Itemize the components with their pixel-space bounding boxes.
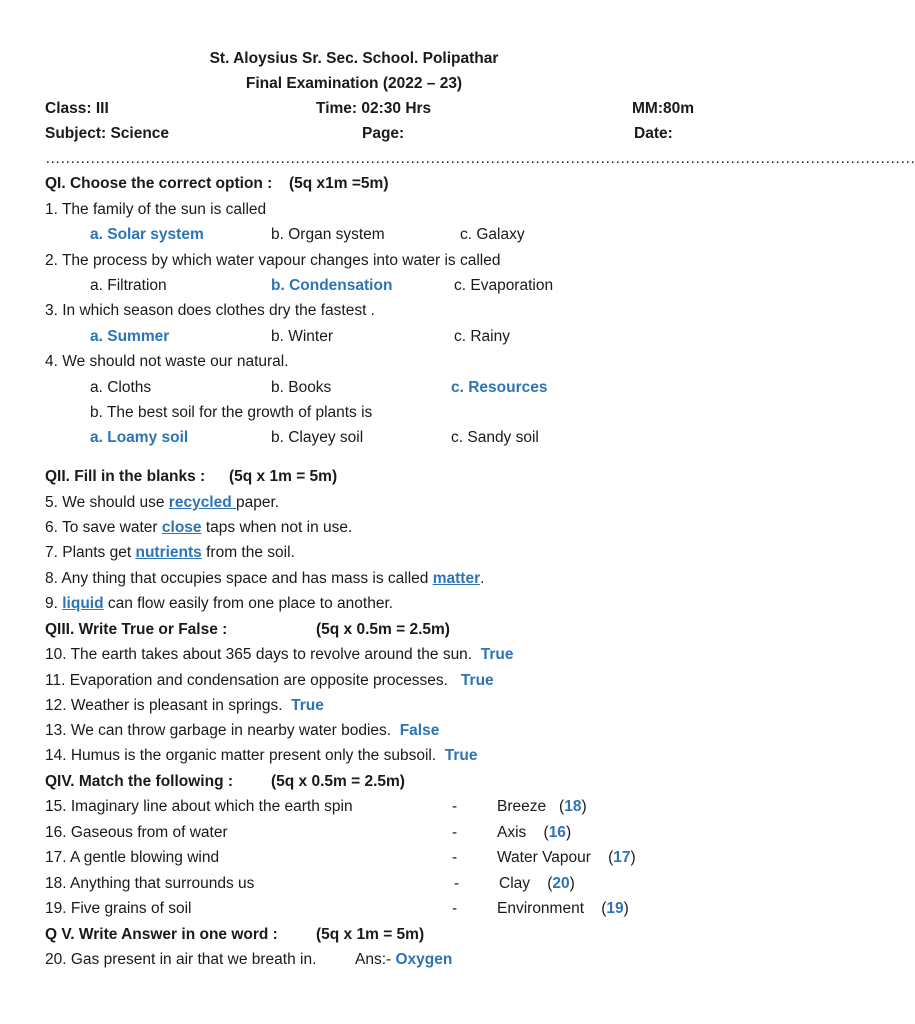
q4-marks: (5q x 0.5m = 2.5m) <box>271 773 405 790</box>
true-false-question: 10. The earth takes about 365 days to revolve around the sun. <box>45 646 473 663</box>
true-false-answer: True <box>444 747 478 764</box>
mcq-option-c: c. Evaporation <box>454 277 554 294</box>
answer-label: Ans:- <box>355 951 392 968</box>
fill-blank-text: can flow easily from one place to another. <box>103 595 394 612</box>
true-false-item <box>45 697 324 715</box>
fill-blank-answer: nutrients <box>135 544 202 561</box>
one-word-answer <box>355 951 452 969</box>
mcq-option-c: c. Sandy soil <box>451 429 539 446</box>
fill-blank-text: 9. <box>45 595 63 612</box>
true-false-question: 12. Weather is pleasant in springs. <box>45 697 283 714</box>
match-term-text: Environment <box>497 900 585 917</box>
q5-title: Q V. Write Answer in one word : <box>45 926 278 943</box>
true-false-answer: True <box>460 672 494 689</box>
fill-blank-text: taps when not in use. <box>201 519 353 536</box>
mcq-option-b: b. Clayey soil <box>271 429 364 446</box>
match-dash: - <box>452 824 458 841</box>
match-term: Breeze (18) <box>497 798 587 815</box>
match-number: 16 <box>548 824 566 841</box>
fill-blank-text: . <box>480 570 485 587</box>
match-question: 18. Anything that surrounds us <box>45 875 255 892</box>
q3-title: QIII. Write True or False : <box>45 621 228 638</box>
exam-title: Final Examination (2022 – 23) <box>245 75 463 92</box>
mcq-option-a: a. Cloths <box>90 379 152 396</box>
fill-blank-text: paper. <box>236 494 280 511</box>
match-term: Water Vapour (17) <box>497 849 636 866</box>
fill-blank-answer: recycled <box>168 494 237 511</box>
true-false-question: 13. We can throw garbage in nearby water bodies. <box>45 722 392 739</box>
time-label: Time: 02:30 Hrs <box>316 100 432 117</box>
mcq-question: 3. In which season does clothes dry the fastest . <box>45 302 375 319</box>
match-question: 19. Five grains of soil <box>45 900 192 917</box>
fill-blank-item <box>45 595 393 613</box>
q1-marks: (5q x1m =5m) <box>289 175 389 192</box>
match-term-text: Water Vapour <box>497 849 591 866</box>
max-marks-label: MM:80m <box>632 100 695 117</box>
date-label: Date: <box>634 125 673 142</box>
true-false-item <box>45 646 513 664</box>
true-false-answer: False <box>399 722 440 739</box>
answer-value: Oxygen <box>395 951 453 968</box>
mcq-option-c: c. Galaxy <box>460 226 525 243</box>
mcq-option-a: a. Filtration <box>90 277 167 294</box>
mcq-question: 1. The family of the sun is called <box>45 201 267 218</box>
true-false-question: 14. Humus is the organic matter present only the subsoil. <box>45 747 437 764</box>
fill-blank-answer: liquid <box>62 595 104 612</box>
fill-blank-answer: matter <box>432 570 481 587</box>
q5-marks: (5q x 1m = 5m) <box>316 926 425 943</box>
match-dash: - <box>452 849 458 866</box>
true-false-question: 11. Evaporation and condensation are opposite processes. <box>45 672 448 689</box>
class-label: Class: III <box>45 100 109 117</box>
subject-label: Subject: Science <box>45 125 170 142</box>
fill-blank-item <box>45 519 352 537</box>
one-word-question: 20. Gas present in air that we breath in. <box>45 951 317 968</box>
mcq-option-b: b. Winter <box>271 328 334 345</box>
mcq-question: b. The best soil for the growth of plants is <box>90 404 373 421</box>
match-term-text: Clay <box>499 875 531 892</box>
fill-blank-answer: close <box>161 519 202 536</box>
true-false-item <box>45 672 494 690</box>
fill-blank-item <box>45 570 484 588</box>
fill-blank-text: 6. To save water <box>45 519 162 536</box>
fill-blank-text: 7. Plants get <box>45 544 136 561</box>
match-term-text: Axis <box>497 824 527 841</box>
match-number: 17 <box>613 849 631 866</box>
true-false-item <box>45 747 478 765</box>
match-term: Environment (19) <box>497 900 629 917</box>
fill-blank-text: from the soil. <box>201 544 295 561</box>
q4-title: QIV. Match the following : <box>45 773 234 790</box>
fill-blank-item <box>45 544 295 562</box>
page-label: Page: <box>362 125 405 142</box>
mcq-option-b: b. Books <box>271 379 332 396</box>
q2-marks: (5q x 1m = 5m) <box>229 468 338 485</box>
match-dash: - <box>454 875 460 892</box>
match-number: 19 <box>606 900 624 917</box>
mcq-option-c: c. Resources <box>451 379 548 396</box>
match-number: 20 <box>552 875 570 892</box>
mcq-option-b: b. Condensation <box>271 277 393 294</box>
match-number: 18 <box>564 798 582 815</box>
fill-blank-text: 5. We should use <box>45 494 169 511</box>
mcq-question: 4. We should not waste our natural. <box>45 353 289 370</box>
match-dash: - <box>452 900 458 917</box>
school-name: St. Aloysius Sr. Sec. School. Polipathar <box>209 50 499 67</box>
mcq-option-a: a. Solar system <box>90 226 204 243</box>
match-term-text: Breeze <box>497 798 547 815</box>
match-dash: - <box>452 798 458 815</box>
match-question: 17. A gentle blowing wind <box>45 849 220 866</box>
q2-title: QII. Fill in the blanks : <box>45 468 206 485</box>
mcq-option-a: a. Summer <box>90 328 170 345</box>
mcq-option-c: c. Rainy <box>454 328 510 345</box>
q1-title: QI. Choose the correct option : <box>45 175 273 192</box>
fill-blank-text: 8. Any thing that occupies space and has mass is called <box>45 570 433 587</box>
match-question: 16. Gaseous from of water <box>45 824 228 841</box>
separator-line: ………………………………………………………………………………………………………………………………………………………… <box>45 150 915 167</box>
true-false-item <box>45 722 439 740</box>
match-term: Clay (20) <box>499 875 575 892</box>
fill-blank-item <box>45 494 279 512</box>
mcq-question: 2. The process by which water vapour changes into water is called <box>45 252 501 269</box>
true-false-answer: True <box>291 697 324 714</box>
true-false-answer: True <box>480 646 514 663</box>
q3-marks: (5q x 0.5m = 2.5m) <box>316 621 450 638</box>
match-question: 15. Imaginary line about which the earth spin <box>45 798 353 815</box>
mcq-option-b: b. Organ system <box>271 226 385 243</box>
mcq-option-a: a. Loamy soil <box>90 429 189 446</box>
match-term: Axis (16) <box>497 824 572 841</box>
